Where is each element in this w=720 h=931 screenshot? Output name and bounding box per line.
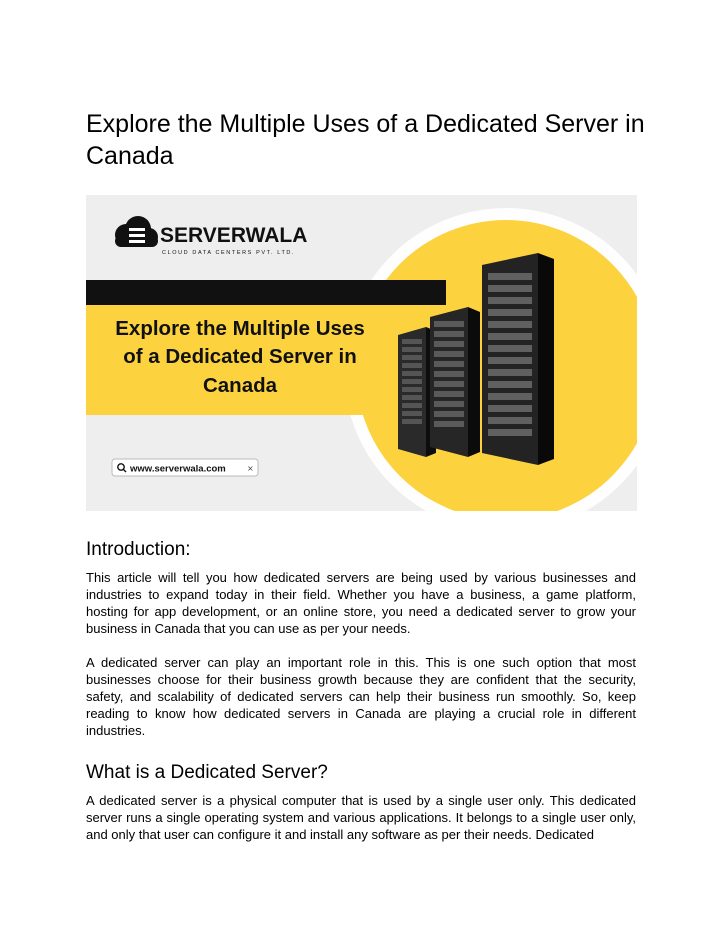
section-heading-what-is: What is a Dedicated Server? — [86, 762, 328, 783]
banner-image — [86, 195, 637, 511]
server-tower-large-icon — [482, 253, 554, 465]
url-text: www.serverwala.com — [130, 463, 226, 475]
paragraph-intro-2: A dedicated server can play an important role in this. This is one such option that most businesses choose for their business growth because they are confident that the security, safety, and scalability of dedicated servers can help their business run smoothly. So, keep reading to know how dedicated servers in Canada are playing a crucial role in different industries. — [86, 655, 636, 738]
document-title: Explore the Multiple Uses of a Dedicated Server in Canada — [86, 110, 645, 170]
paragraph-intro-1: This article will tell you how dedicated servers are being used by various businesses and industries to expand today in their field. Whether you have a business, a game platform, hosting for app development, or an online store, you need a dedicated server to grow your business in Canada that you can use as per your needs. — [86, 570, 636, 636]
banner-headline-line3: Canada — [202, 374, 278, 397]
section-heading-introduction: Introduction: — [86, 539, 191, 560]
brand-tagline: CLOUD DATA CENTERS PVT. LTD. — [162, 250, 296, 256]
brand-name: SERVERWALA — [160, 224, 308, 247]
close-icon: × — [247, 464, 254, 473]
server-tower-medium-icon — [430, 307, 480, 457]
url-bar — [112, 459, 258, 476]
banner-headline-line2: of a Dedicated Server in — [123, 345, 357, 368]
banner-headline-line1: Explore the Multiple Uses — [115, 317, 365, 340]
paragraph-what-is-1: A dedicated server is a physical computer that is used by a single user only. This dedicated server runs a single operating system and various applications. It belongs to a single user only, and only that user can configure it and install any software as per their needs. Dedicated — [86, 793, 636, 842]
